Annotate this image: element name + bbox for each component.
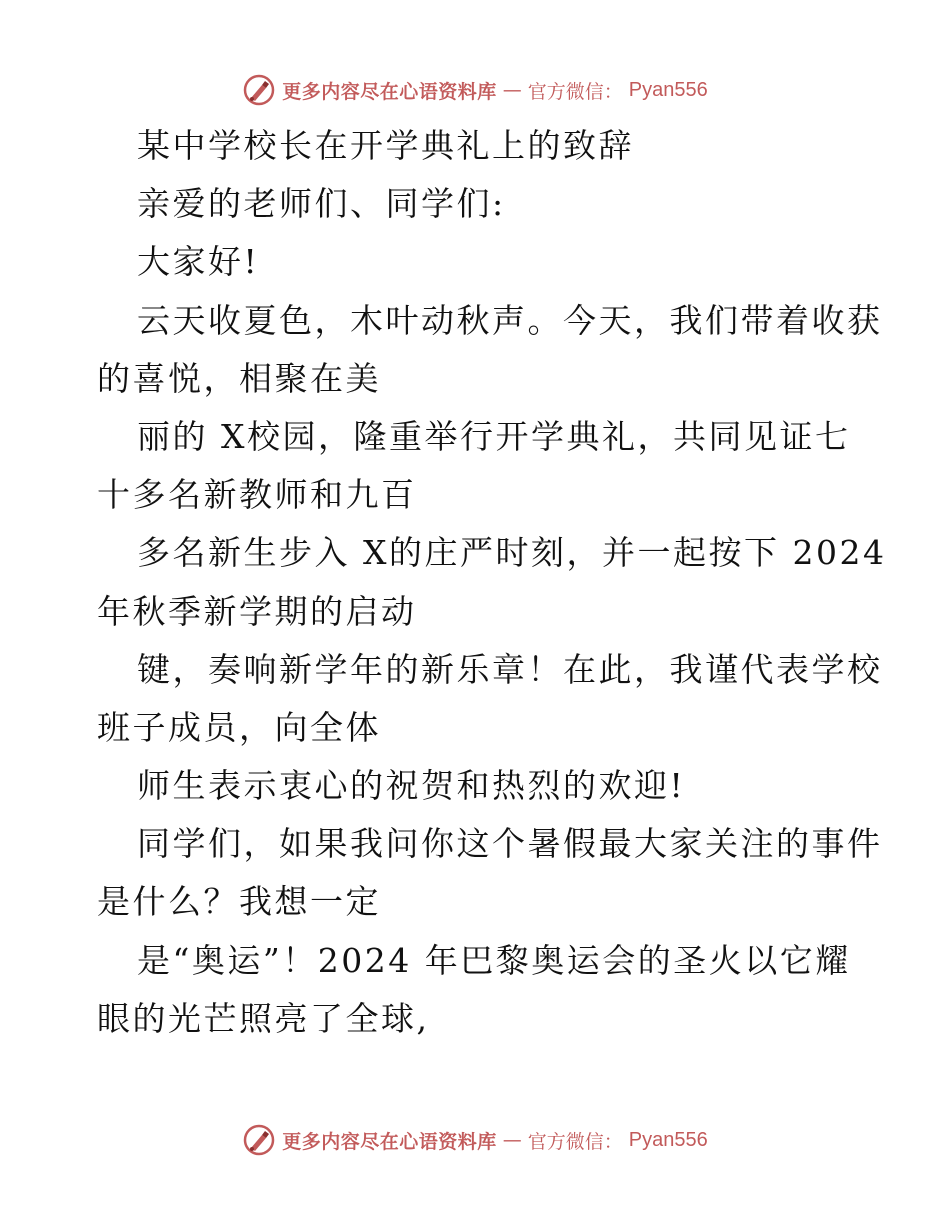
text-line: 眼的光芒照亮了全球, bbox=[97, 998, 430, 1038]
pen-logo-icon bbox=[242, 73, 276, 107]
text-line: 同学们，如果我问你这个暑假最大家关注的事件 bbox=[137, 824, 883, 864]
wechat-id: Pyan556 bbox=[628, 1128, 708, 1151]
brand-name: 更多内容尽在心语资料库 bbox=[282, 1130, 497, 1153]
page-footer bbox=[0, 1120, 950, 1160]
text-line: 年秋季新学期的启动 bbox=[97, 591, 417, 631]
greeting: 大家好! bbox=[137, 242, 260, 282]
wechat-id: Pyan556 bbox=[628, 78, 708, 101]
page-header bbox=[0, 70, 950, 110]
pen-logo-icon bbox=[242, 1123, 276, 1157]
text-line: 是什么？我想一定 bbox=[97, 882, 381, 922]
text-line: 丽的 X校园，隆重举行开学典礼，共同见证七 bbox=[137, 416, 851, 456]
text-line: 是“奥运”！2024 年巴黎奥运会的圣火以它耀 bbox=[137, 940, 851, 980]
text-line: 班子成员，向全体 bbox=[97, 707, 381, 747]
brand-separator: — bbox=[502, 1129, 522, 1151]
document-title: 某中学校长在开学典礼上的致辞 bbox=[137, 126, 634, 165]
watermark-banner bbox=[242, 1123, 708, 1157]
wechat-label: 官方微信： bbox=[527, 1130, 623, 1153]
text-line: 多名新生步入 X的庄严时刻，并一起按下 2024 bbox=[137, 533, 887, 573]
text-line: 师生表示衷心的祝贺和热烈的欢迎! bbox=[137, 766, 686, 806]
text-line: 云天收夏色，木叶动秋声。今天，我们带着收获 bbox=[137, 300, 883, 340]
brand-name: 更多内容尽在心语资料库 bbox=[282, 80, 497, 103]
document-body bbox=[97, 117, 887, 1048]
brand-separator: — bbox=[502, 79, 522, 101]
text-line: 十多名新教师和九百 bbox=[97, 475, 417, 515]
wechat-label: 官方微信： bbox=[527, 80, 623, 103]
text-line: 的喜悦，相聚在美 bbox=[97, 358, 381, 398]
salutation: 亲爱的老师们、同学们: bbox=[137, 184, 506, 224]
watermark-banner bbox=[242, 73, 708, 107]
text-line: 键，奏响新学年的新乐章！在此，我谨代表学校 bbox=[137, 649, 883, 689]
